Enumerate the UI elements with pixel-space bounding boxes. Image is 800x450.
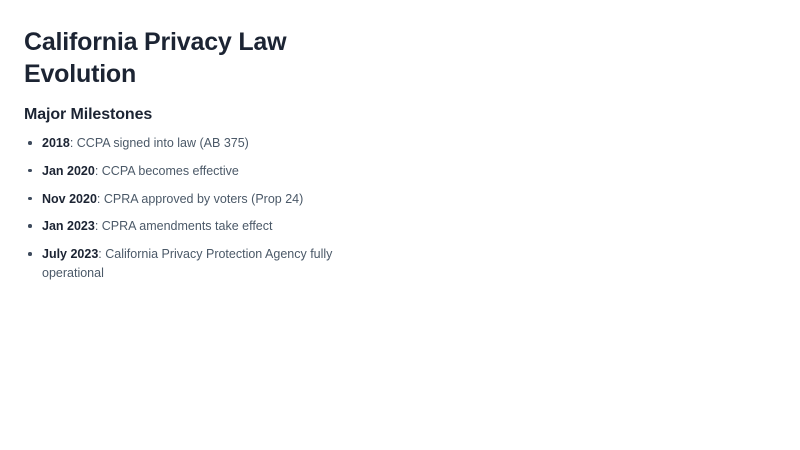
milestone-text: CCPA signed into law (AB 375) [76,136,249,150]
list-item [24,190,372,209]
milestone-date: Nov 2020 [42,191,97,206]
milestone-separator: : [96,191,104,206]
milestone-date: July 2023 [42,247,99,261]
milestone-text: CPRA amendments take effect [101,219,273,234]
milestone-separator: : [98,247,106,261]
page-title: California Privacy Law Evolution [24,28,287,88]
section-heading: Major Milestones [24,106,153,123]
milestone-date: Jan 2023 [42,219,95,234]
milestone-date: Jan 2020 [42,163,95,178]
milestone-text: CCPA becomes effective [101,163,239,178]
milestone-text: California Privacy Protection Agency fully operational [42,247,333,280]
milestone-date: 2018 [42,136,70,150]
milestone-separator: : [94,219,102,234]
list-item [24,162,372,181]
list-item [24,217,372,236]
milestone-separator: : [94,163,102,178]
milestones-list [24,134,760,283]
list-item [24,245,372,283]
list-item [24,134,372,153]
milestone-separator: : [69,136,77,150]
milestone-text: CPRA approved by voters (Prop 24) [103,191,304,206]
